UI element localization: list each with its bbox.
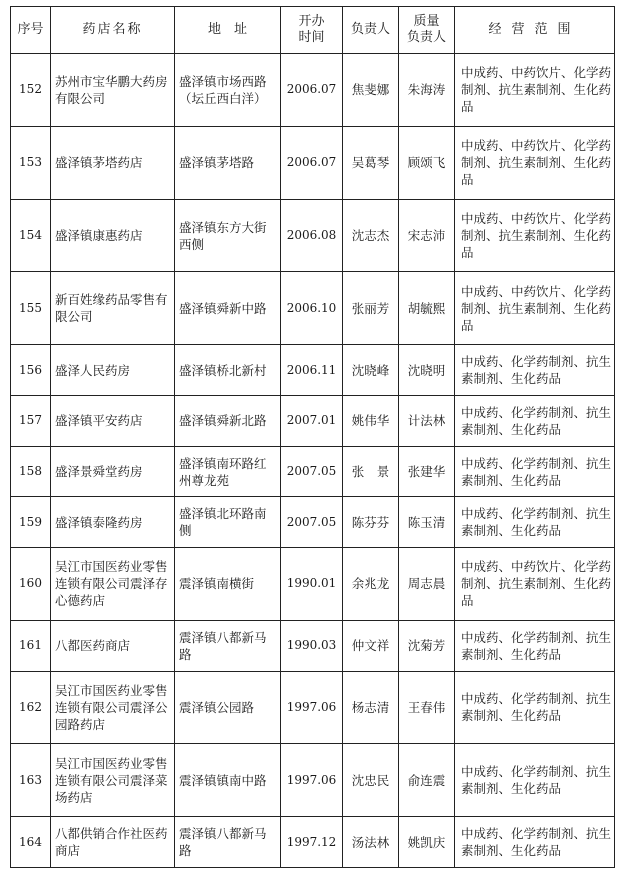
row-quality: 俞连震 xyxy=(399,744,455,817)
row-quality: 沈菊芳 xyxy=(399,620,455,671)
row-no: 158 xyxy=(11,446,51,497)
row-opened: 1997.12 xyxy=(281,817,343,868)
row-no: 162 xyxy=(11,671,51,744)
row-scope: 中成药、化学药制剂、抗生素制剂、生化药品 xyxy=(455,446,615,497)
row-quality: 王春伟 xyxy=(399,671,455,744)
table-row xyxy=(11,497,615,548)
table-row xyxy=(11,817,615,868)
row-name: 盛泽镇康惠药店 xyxy=(51,199,175,272)
row-scope: 中成药、中药饮片、化学药制剂、抗生素制剂、生化药品 xyxy=(455,199,615,272)
row-name: 吴江市国医药业零售连锁有限公司震泽存心德药店 xyxy=(51,548,175,621)
row-scope: 中成药、化学药制剂、抗生素制剂、生化药品 xyxy=(455,671,615,744)
row-manager: 张丽芳 xyxy=(343,272,399,345)
row-name: 苏州市宝华鹏大药房有限公司 xyxy=(51,54,175,127)
header-manager: 负责人 xyxy=(343,7,399,54)
row-address: 盛泽镇南环路红州尊龙苑 xyxy=(175,446,281,497)
row-name: 盛泽景舜堂药房 xyxy=(51,446,175,497)
row-address: 盛泽镇市场西路（坛丘西白洋） xyxy=(175,54,281,127)
row-scope: 中成药、中药饮片、化学药制剂、抗生素制剂、生化药品 xyxy=(455,126,615,199)
row-quality: 胡毓熙 xyxy=(399,272,455,345)
row-address: 盛泽镇北环路南侧 xyxy=(175,497,281,548)
row-address: 盛泽镇桥北新村 xyxy=(175,345,281,396)
row-manager: 仲文祥 xyxy=(343,620,399,671)
row-no: 157 xyxy=(11,395,51,446)
header-no: 序号 xyxy=(11,7,51,54)
row-opened: 2006.11 xyxy=(281,345,343,396)
row-manager: 汤法林 xyxy=(343,817,399,868)
row-quality: 张建华 xyxy=(399,446,455,497)
row-opened: 2006.10 xyxy=(281,272,343,345)
row-no: 160 xyxy=(11,548,51,621)
row-address: 盛泽镇东方大街西侧 xyxy=(175,199,281,272)
row-manager: 沈忠民 xyxy=(343,744,399,817)
row-opened: 1997.06 xyxy=(281,671,343,744)
row-opened: 1990.03 xyxy=(281,620,343,671)
table-row xyxy=(11,671,615,744)
row-scope: 中成药、化学药制剂、抗生素制剂、生化药品 xyxy=(455,497,615,548)
row-name: 吴江市国医药业零售连锁有限公司震泽公园路药店 xyxy=(51,671,175,744)
row-quality: 朱海涛 xyxy=(399,54,455,127)
row-opened: 2007.05 xyxy=(281,446,343,497)
row-quality: 计法林 xyxy=(399,395,455,446)
table-row xyxy=(11,548,615,621)
row-manager: 陈芬芬 xyxy=(343,497,399,548)
row-no: 164 xyxy=(11,817,51,868)
row-address: 盛泽镇舜新中路 xyxy=(175,272,281,345)
table-row xyxy=(11,126,615,199)
row-name: 八都医药商店 xyxy=(51,620,175,671)
row-manager: 余兆龙 xyxy=(343,548,399,621)
table-row xyxy=(11,620,615,671)
row-quality: 顾颂飞 xyxy=(399,126,455,199)
row-name: 吴江市国医药业零售连锁有限公司震泽菜场药店 xyxy=(51,744,175,817)
row-name: 八都供销合作社医药商店 xyxy=(51,817,175,868)
header-quality: 质量 负责人 xyxy=(399,7,455,54)
row-no: 152 xyxy=(11,54,51,127)
table-row xyxy=(11,54,615,127)
row-manager: 姚伟华 xyxy=(343,395,399,446)
header-row xyxy=(11,7,615,54)
row-manager: 焦斐娜 xyxy=(343,54,399,127)
header-opened: 开办 时间 xyxy=(281,7,343,54)
row-manager: 杨志清 xyxy=(343,671,399,744)
row-quality: 宋志沛 xyxy=(399,199,455,272)
row-opened: 1990.01 xyxy=(281,548,343,621)
row-opened: 2006.07 xyxy=(281,126,343,199)
row-name: 盛泽镇泰隆药房 xyxy=(51,497,175,548)
row-address: 震泽镇八都新马路 xyxy=(175,620,281,671)
row-scope: 中成药、中药饮片、化学药制剂、抗生素制剂、生化药品 xyxy=(455,54,615,127)
pharmacy-table xyxy=(10,6,615,868)
row-address: 震泽镇公园路 xyxy=(175,671,281,744)
row-opened: 2007.05 xyxy=(281,497,343,548)
row-quality: 周志晨 xyxy=(399,548,455,621)
row-opened: 2007.01 xyxy=(281,395,343,446)
row-scope: 中成药、化学药制剂、抗生素制剂、生化药品 xyxy=(455,345,615,396)
row-no: 155 xyxy=(11,272,51,345)
header-address: 地 址 xyxy=(175,7,281,54)
row-opened: 1997.06 xyxy=(281,744,343,817)
row-name: 盛泽镇平安药店 xyxy=(51,395,175,446)
table-row xyxy=(11,395,615,446)
table-row xyxy=(11,744,615,817)
row-opened: 2006.08 xyxy=(281,199,343,272)
table-row xyxy=(11,446,615,497)
row-quality: 沈晓明 xyxy=(399,345,455,396)
row-address: 震泽镇南横街 xyxy=(175,548,281,621)
row-scope: 中成药、中药饮片、化学药制剂、抗生素制剂、生化药品 xyxy=(455,548,615,621)
row-scope: 中成药、化学药制剂、抗生素制剂、生化药品 xyxy=(455,395,615,446)
table-row xyxy=(11,272,615,345)
table-row xyxy=(11,199,615,272)
table-row xyxy=(11,345,615,396)
row-no: 153 xyxy=(11,126,51,199)
row-scope: 中成药、化学药制剂、抗生素制剂、生化药品 xyxy=(455,620,615,671)
row-scope: 中成药、中药饮片、化学药制剂、抗生素制剂、生化药品 xyxy=(455,272,615,345)
row-scope: 中成药、化学药制剂、抗生素制剂、生化药品 xyxy=(455,817,615,868)
row-opened: 2006.07 xyxy=(281,54,343,127)
row-address: 震泽镇镇南中路 xyxy=(175,744,281,817)
row-name: 盛泽镇茅塔药店 xyxy=(51,126,175,199)
row-no: 161 xyxy=(11,620,51,671)
row-address: 震泽镇八都新马路 xyxy=(175,817,281,868)
header-scope: 经营范围 xyxy=(455,7,615,54)
row-manager: 沈晓峰 xyxy=(343,345,399,396)
header-name: 药店名称 xyxy=(51,7,175,54)
row-no: 156 xyxy=(11,345,51,396)
row-manager: 沈志杰 xyxy=(343,199,399,272)
row-manager: 张 景 xyxy=(343,446,399,497)
row-quality: 姚凯庆 xyxy=(399,817,455,868)
row-no: 163 xyxy=(11,744,51,817)
row-no: 159 xyxy=(11,497,51,548)
row-no: 154 xyxy=(11,199,51,272)
row-manager: 吴葛琴 xyxy=(343,126,399,199)
row-name: 盛泽人民药房 xyxy=(51,345,175,396)
row-scope: 中成药、化学药制剂、抗生素制剂、生化药品 xyxy=(455,744,615,817)
row-name: 新百姓缘药品零售有限公司 xyxy=(51,272,175,345)
row-address: 盛泽镇茅塔路 xyxy=(175,126,281,199)
row-quality: 陈玉清 xyxy=(399,497,455,548)
row-address: 盛泽镇舜新北路 xyxy=(175,395,281,446)
